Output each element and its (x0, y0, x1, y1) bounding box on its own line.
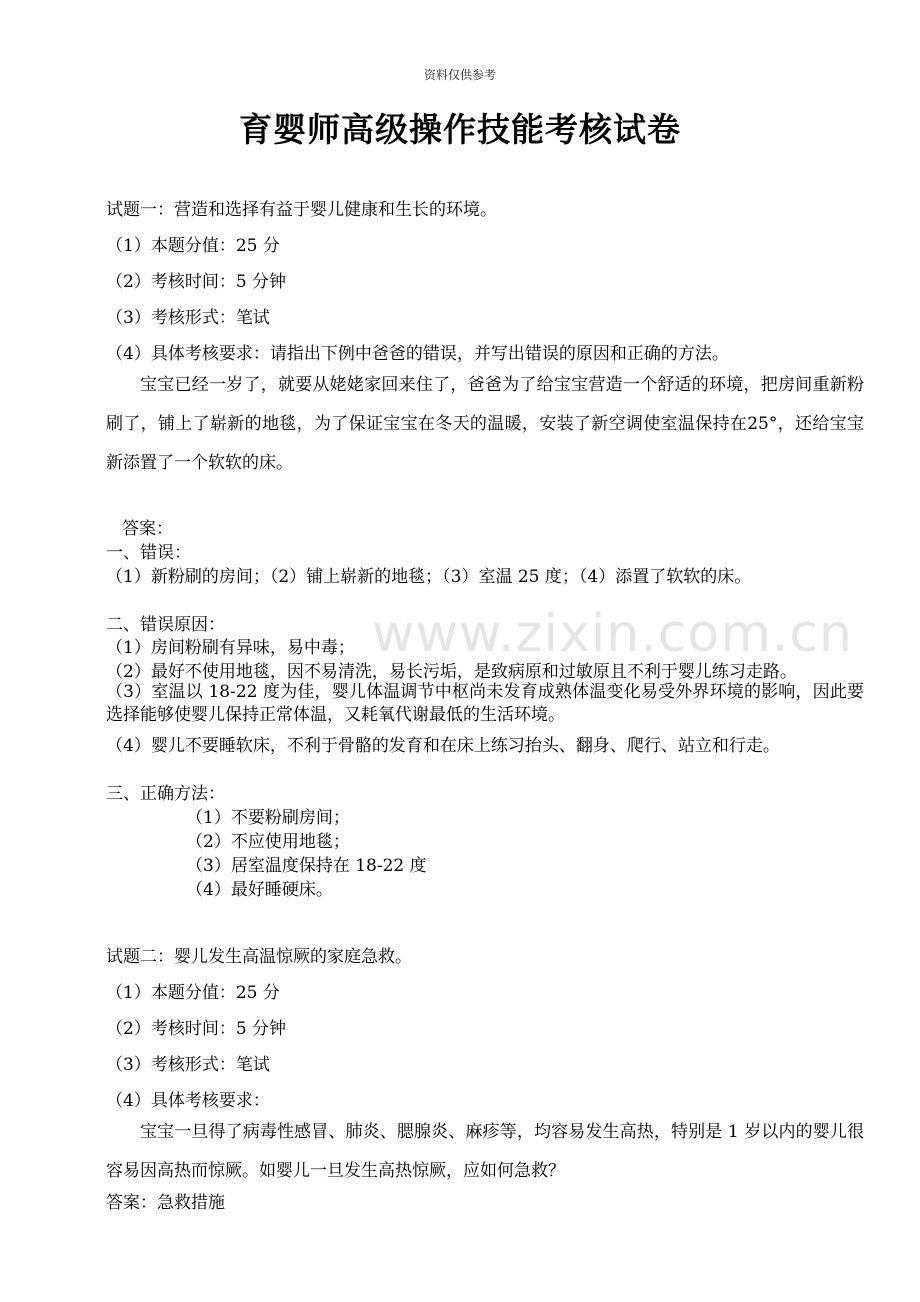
q2-answer: 答案：急救措施 (106, 1193, 225, 1213)
header-note: 资料仅供参考 (423, 68, 496, 82)
method-item: （4）最好睡硬床。 (186, 880, 333, 900)
errors-heading: 一、错误： (106, 543, 191, 563)
reason-item: （2）最好不使用地毯，因不易清洗，易长污垢，是致病原和过敏原且不利于婴儿练习走路。 (106, 662, 797, 682)
methods-heading: 三、正确方法： (106, 784, 225, 804)
q1-item: （1）本题分值：25 分 (106, 236, 280, 256)
watermark: www.zixin.com.cn (372, 604, 853, 664)
q1-scenario: 宝宝已经一岁了，就要从姥姥家回来住了，爸爸为了给宝宝营造一个舒适的环境，把房间重新粉刷了，铺上了崭新的地毯，为了保证宝宝在冬天的温暖，安装了新空调使室温保持在25°，还给宝宝新添置了一个软软的床。 (106, 375, 864, 473)
reason-item: （1）房间粉刷有异味，易中毒； (106, 638, 355, 658)
q1-heading: 试题一：营造和选择有益于婴儿健康和生长的环境。 (106, 200, 497, 220)
q1-answer-label: 答案： (122, 519, 173, 539)
q2-scenario: 宝宝一旦得了病毒性感冒、肺炎、腮腺炎、麻疹等，均容易发生高热，特别是 1 岁以内的婴儿很容易因高热而惊厥。如婴儿一旦发生高热惊厥，应如何急救？ (106, 1122, 864, 1181)
q1-item: （2）考核时间：5 分钟 (106, 272, 287, 292)
q2-item: （4）具体考核要求： (106, 1091, 270, 1111)
reason-item: （3）室温以 18-22 度为佳，婴儿体温调节中枢尚未发育成熟体温变化易受外界环境的影响，因此要选择能够使婴儿保持正常体温，又耗氧代谢最低的生活环境。 (106, 682, 864, 725)
method-item: （1）不要粉刷房间； (186, 808, 350, 828)
q2-heading: 试题二：婴儿发生高温惊厥的家庭急救。 (106, 947, 412, 967)
q1-item: （3）考核形式：笔试 (106, 308, 270, 328)
reasons-heading: 二、错误原因： (106, 615, 225, 635)
errors-list: （1）新粉刷的房间；（2）铺上崭新的地毯；（3）室温 25 度；（4）添置了软软的床。 (106, 567, 752, 587)
q2-item: （2）考核时间：5 分钟 (106, 1019, 287, 1039)
reason-item: （4）婴儿不要睡软床，不利于骨骼的发育和在床上练习抬头、翻身、爬行、站立和行走。 (106, 736, 780, 756)
page-title: 育婴师高级操作技能考核试卷 (239, 110, 681, 149)
q2-item: （1）本题分值：25 分 (106, 983, 280, 1003)
q1-item: （4）具体考核要求：请指出下例中爸爸的错误，并写出错误的原因和正确的方法。 (106, 344, 729, 364)
q2-item: （3）考核形式：笔试 (106, 1055, 270, 1075)
method-item: （2）不应使用地毯； (186, 832, 350, 852)
method-item: （3）居室温度保持在 18-22 度 (186, 856, 427, 876)
